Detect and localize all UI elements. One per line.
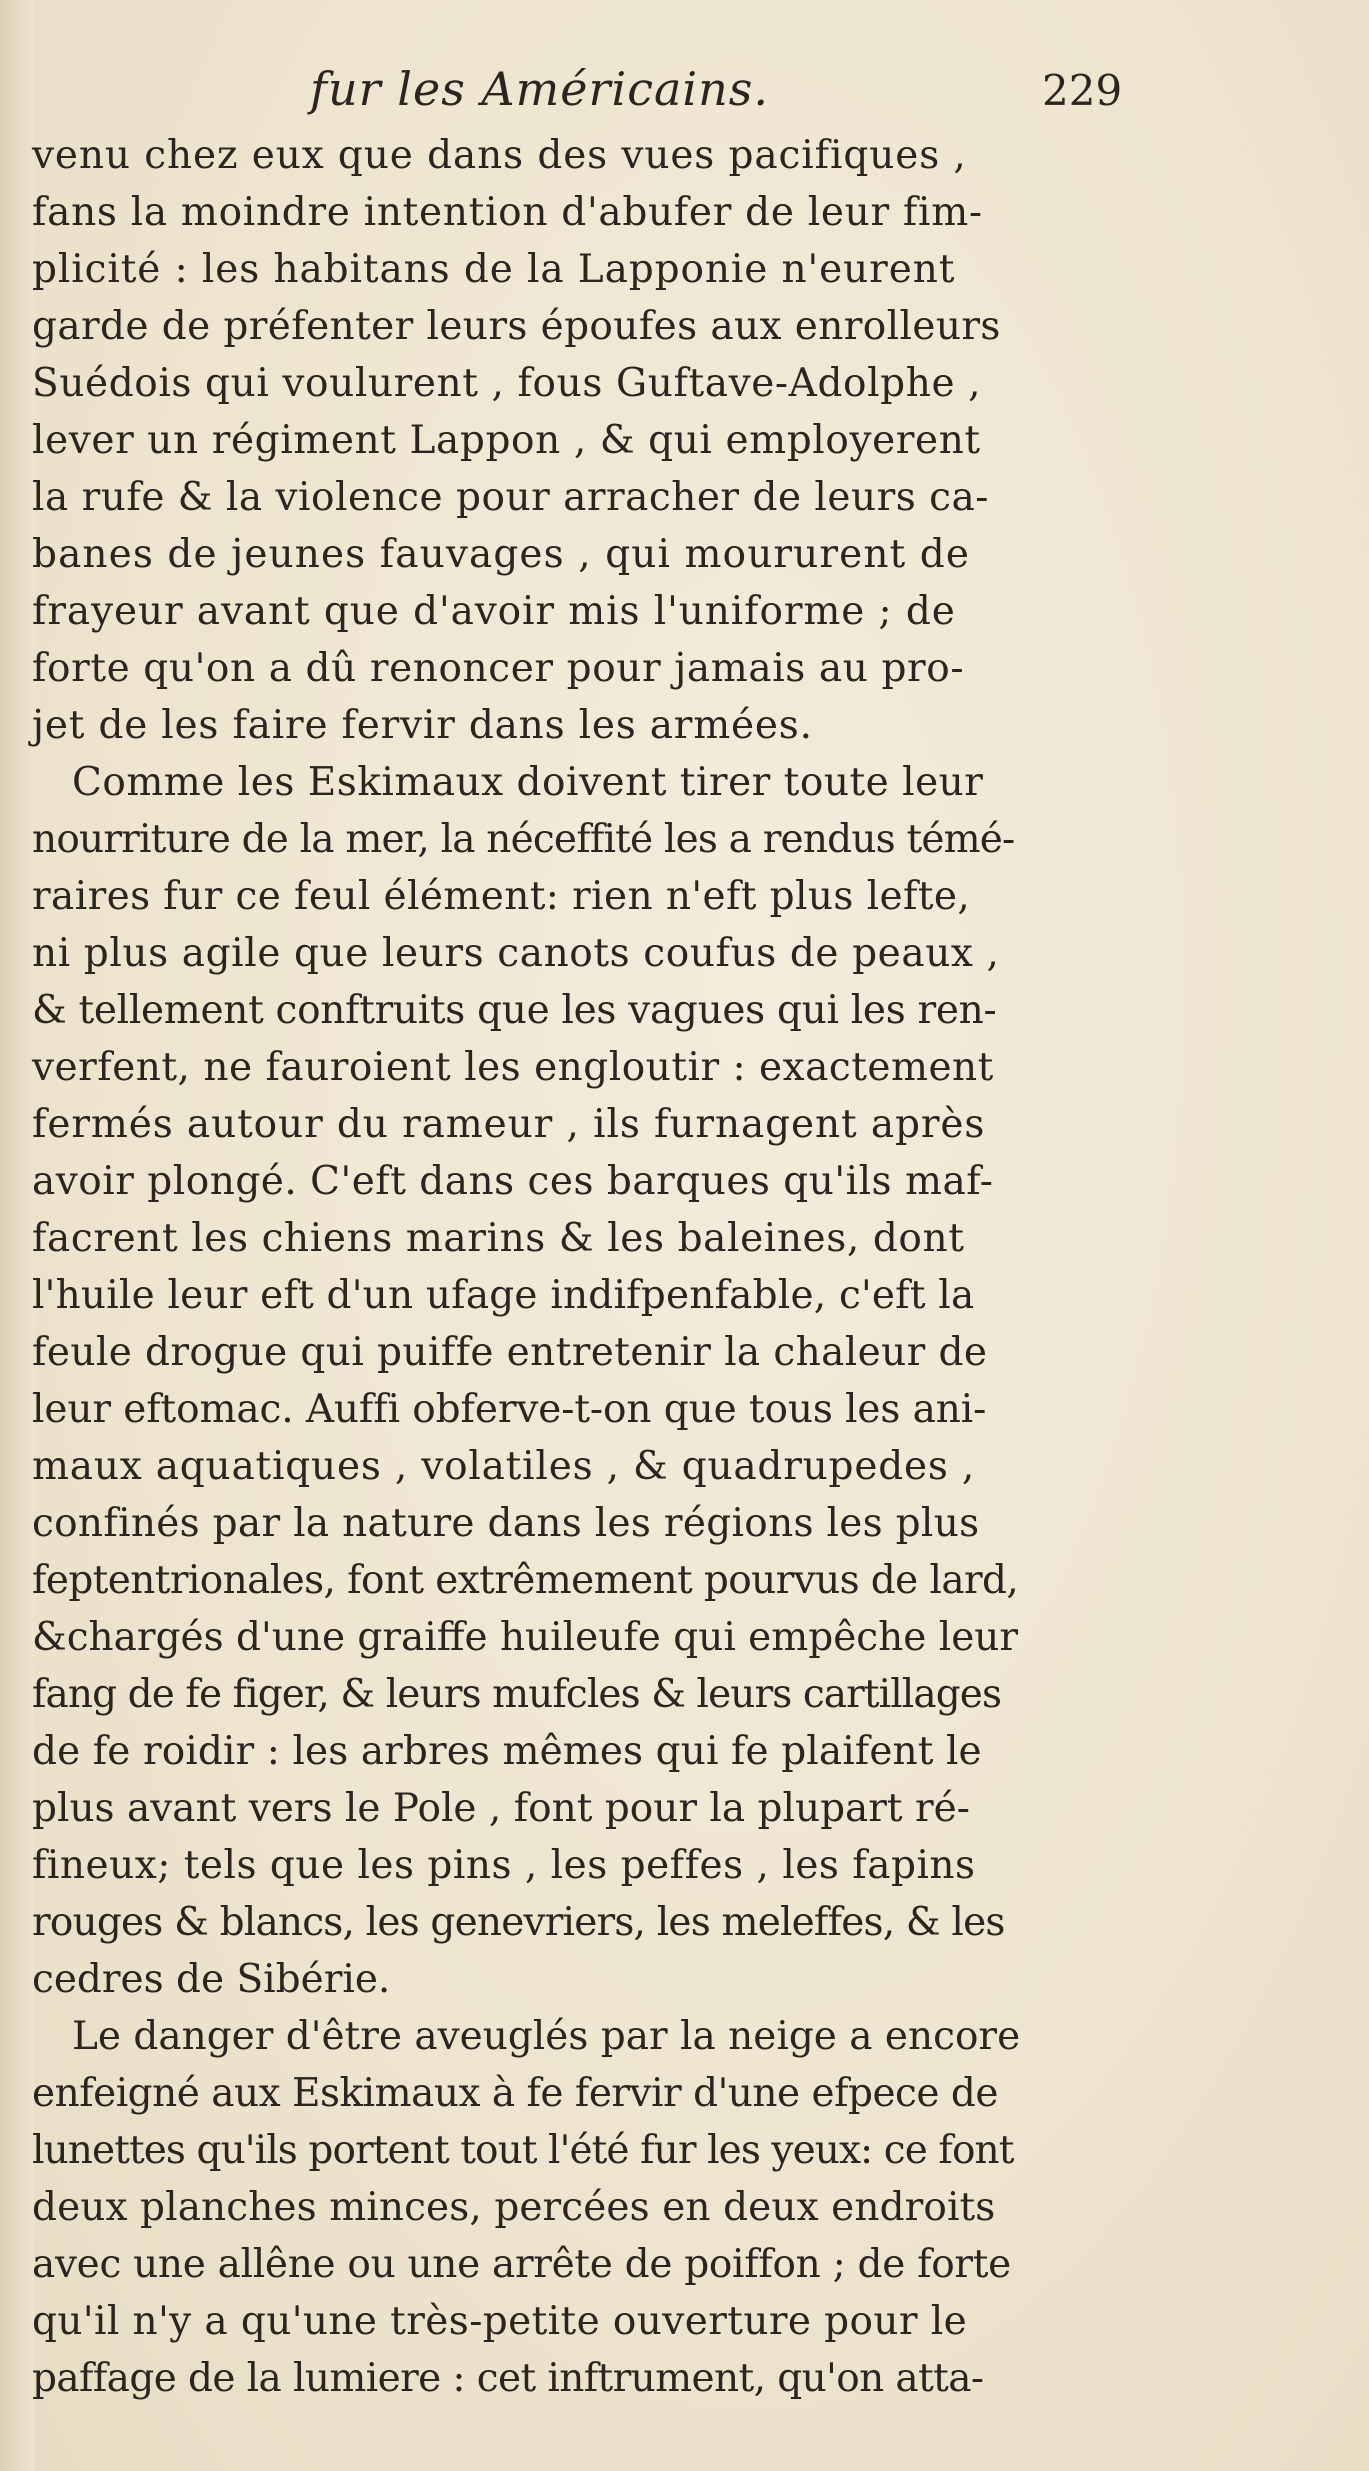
text-line: &chargés d'une graiffe huileufe qui empêche leur bbox=[32, 1615, 1019, 1660]
body-text bbox=[32, 128, 1092, 2428]
text-line: feptentrionales, font extrêmement pourvus de lard, bbox=[32, 1558, 1019, 1603]
text-line: fans la moindre intention d'abufer de leur fim- bbox=[32, 190, 983, 235]
text-line: lever un régiment Lappon , & qui employerent bbox=[32, 418, 981, 463]
text-line: leur eftomac. Auffi obferve-t-on que tous les ani- bbox=[32, 1387, 987, 1432]
text-line: enfeigné aux Eskimaux à fe fervir d'une efpece de bbox=[32, 2071, 998, 2116]
text-line: paffage de la lumiere : cet inftrument, qu'on atta- bbox=[32, 2356, 984, 2401]
text-line: rouges & blancs, les genevriers, les meleffes, & les bbox=[32, 1900, 1005, 1945]
text-line: la rufe & la violence pour arracher de leurs ca- bbox=[32, 475, 989, 520]
text-line: garde de préfenter leurs époufes aux enrolleurs bbox=[32, 304, 1001, 349]
text-line: plus avant vers le Pole , font pour la plupart ré- bbox=[32, 1786, 970, 1831]
text-line: maux aquatiques , volatiles , & quadrupedes , bbox=[32, 1444, 976, 1489]
text-line: fermés autour du rameur , ils furnagent après bbox=[32, 1102, 986, 1147]
text-line: feule drogue qui puiffe entretenir la chaleur de bbox=[32, 1330, 988, 1375]
text-line: avoir plongé. C'eft dans ces barques qu'ils maf- bbox=[32, 1159, 994, 1204]
text-line: banes de jeunes fauvages , qui moururent de bbox=[32, 532, 971, 577]
text-line: confinés par la nature dans les régions les plus bbox=[32, 1501, 980, 1546]
text-line: nourriture de la mer, la néceffité les a rendus témé- bbox=[32, 817, 1015, 862]
page-gutter-shadow bbox=[0, 0, 34, 2471]
text-line: forte qu'on a dû renoncer pour jamais au pro- bbox=[32, 646, 965, 691]
text-line: plicité : les habitans de la Lapponie n'eurent bbox=[32, 247, 956, 292]
text-line: jet de les faire fervir dans les armées. bbox=[32, 703, 813, 748]
text-line: ni plus agile que leurs canots coufus de peaux , bbox=[32, 931, 1000, 976]
text-line: verfent, ne fauroient les engloutir : exactement bbox=[32, 1045, 994, 1090]
page-header bbox=[0, 62, 1369, 132]
text-line: qu'il n'y a qu'une très-petite ouverture pour le bbox=[32, 2299, 968, 2344]
text-line: Le danger d'être aveuglés par la neige a encore bbox=[72, 2014, 1021, 2059]
text-line: facrent les chiens marins & les baleines, dont bbox=[32, 1216, 965, 1261]
text-line: de fe roidir : les arbres mêmes qui fe plaifent le bbox=[32, 1729, 982, 1774]
text-line: l'huile leur eft d'un ufage indifpenfable, c'eft la bbox=[32, 1273, 975, 1318]
text-line: venu chez eux que dans des vues pacifiques , bbox=[32, 133, 967, 178]
text-line: deux planches minces, percées en deux endroits bbox=[32, 2185, 996, 2230]
text-line: lunettes qu'ils portent tout l'été fur les yeux: ce font bbox=[32, 2128, 1014, 2173]
text-line: cedres de Sibérie. bbox=[32, 1957, 391, 2002]
text-line: & tellement conftruits que les vagues qui les ren- bbox=[32, 988, 997, 1033]
text-line: Comme les Eskimaux doivent tirer toute leur bbox=[72, 760, 984, 805]
text-line: raires fur ce feul élément: rien n'eft plus lefte, bbox=[32, 874, 971, 919]
text-line: Suédois qui voulurent , fous Guftave-Adolphe , bbox=[32, 361, 982, 406]
text-line: fang de fe figer, & leurs mufcles & leurs cartillages bbox=[32, 1672, 1002, 1717]
running-head: fur les Américains. bbox=[310, 62, 769, 116]
text-line: frayeur avant que d'avoir mis l'uniforme ; de bbox=[32, 589, 956, 634]
page-number: 229 bbox=[1042, 66, 1123, 115]
text-line: avec une allêne ou une arrête de poiffon ; de forte bbox=[32, 2242, 1011, 2287]
text-line: fineux; tels que les pins , les peffes , les fapins bbox=[32, 1843, 976, 1888]
